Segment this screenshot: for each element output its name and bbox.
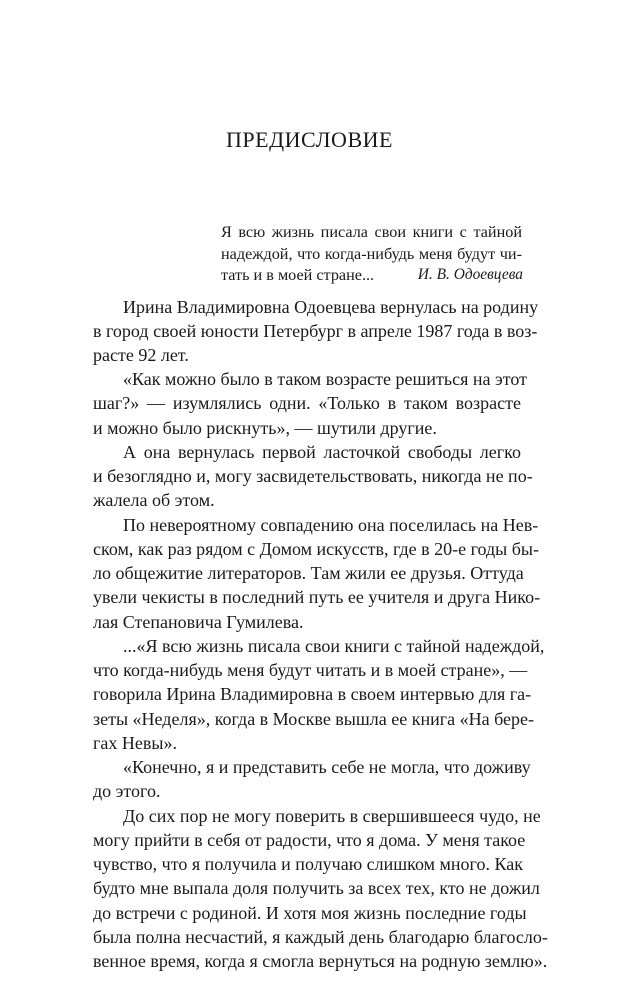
paragraph-line: чувство, что я получила и получаю слишком много. Как [93,854,523,874]
paragraph-line: увели чекисты в последний путь ее учителя и друга Нико- [93,587,541,607]
paragraph-line: А она вернулась первой ласточкой свободы легко [123,442,521,462]
paragraph-line: лая Степановича Гумилева. [93,612,304,632]
page-title: ПРЕДИСЛОВИЕ [226,127,393,152]
paragraph-line: венное время, когда я смогла вернуться на родную землю». [93,951,548,971]
epigraph-line: тать и в моей стране... [221,266,375,284]
paragraph-line: расте 92 лет. [93,345,189,365]
epigraph-line: надеждой, что когда-нибудь меня будут чи- [221,245,522,263]
paragraph-line: могу прийти в себя от радости, что я дома. У меня такое [93,830,526,850]
paragraph-line: шаг?» — изумлялись одни. «Только в таком возрасте [93,393,521,413]
paragraph-line: в город своей юности Петербург в апреле 1987 года в воз- [93,321,538,341]
paragraph-line: По невероятному совпадению она поселилась на Нев- [123,515,539,535]
paragraph-line: и можно было рискнуть», — шутили другие. [93,418,437,438]
paragraph-line: ...«Я всю жизнь писала свои книги с тайной надеждой, [123,636,545,656]
paragraph-line: что когда-нибудь меня будут читать и в моей стране», — [93,660,528,680]
paragraph-line: жалела об этом. [93,490,215,510]
paragraph-line: зеты «Неделя», когда в Москве вышла ее книга «На бере- [93,709,534,729]
paragraph-line: была полна несчастий, я каждый день благодарю благосло- [93,927,548,947]
paragraph-line: до этого. [93,781,161,801]
paragraph-line: До сих пор не могу поверить в свершившееся чудо, не [123,806,541,826]
epigraph-author: И. В. Одоевцева [417,266,523,283]
paragraph-line: Ирина Владимировна Одоевцева вернулась на родину [123,297,539,317]
paragraph-line: «Конечно, я и представить себе не могла, что доживу [123,757,531,777]
paragraph-line: ском, как раз рядом с Домом искусств, где в 20-е годы бы- [93,539,540,559]
paragraph-line: гах Невы». [93,733,177,753]
paragraph-line: говорила Ирина Владимировна в своем интервью для га- [93,684,532,704]
paragraph-line: ло общежитие литераторов. Там жили ее друзья. Оттуда [93,563,524,583]
paragraph-line: до встречи с родиной. И хотя моя жизнь последние годы [93,903,527,923]
paragraph-line: и безоглядно и, могу засвидетельствовать, никогда не по- [93,466,533,486]
paragraph-line: «Как можно было в таком возрасте решиться на этот [123,369,527,389]
paragraph-line: будто мне выпала доля получить за всех тех, кто не дожил [93,878,540,898]
epigraph-line: Я всю жизнь писала свои книги с тайной [221,223,522,241]
